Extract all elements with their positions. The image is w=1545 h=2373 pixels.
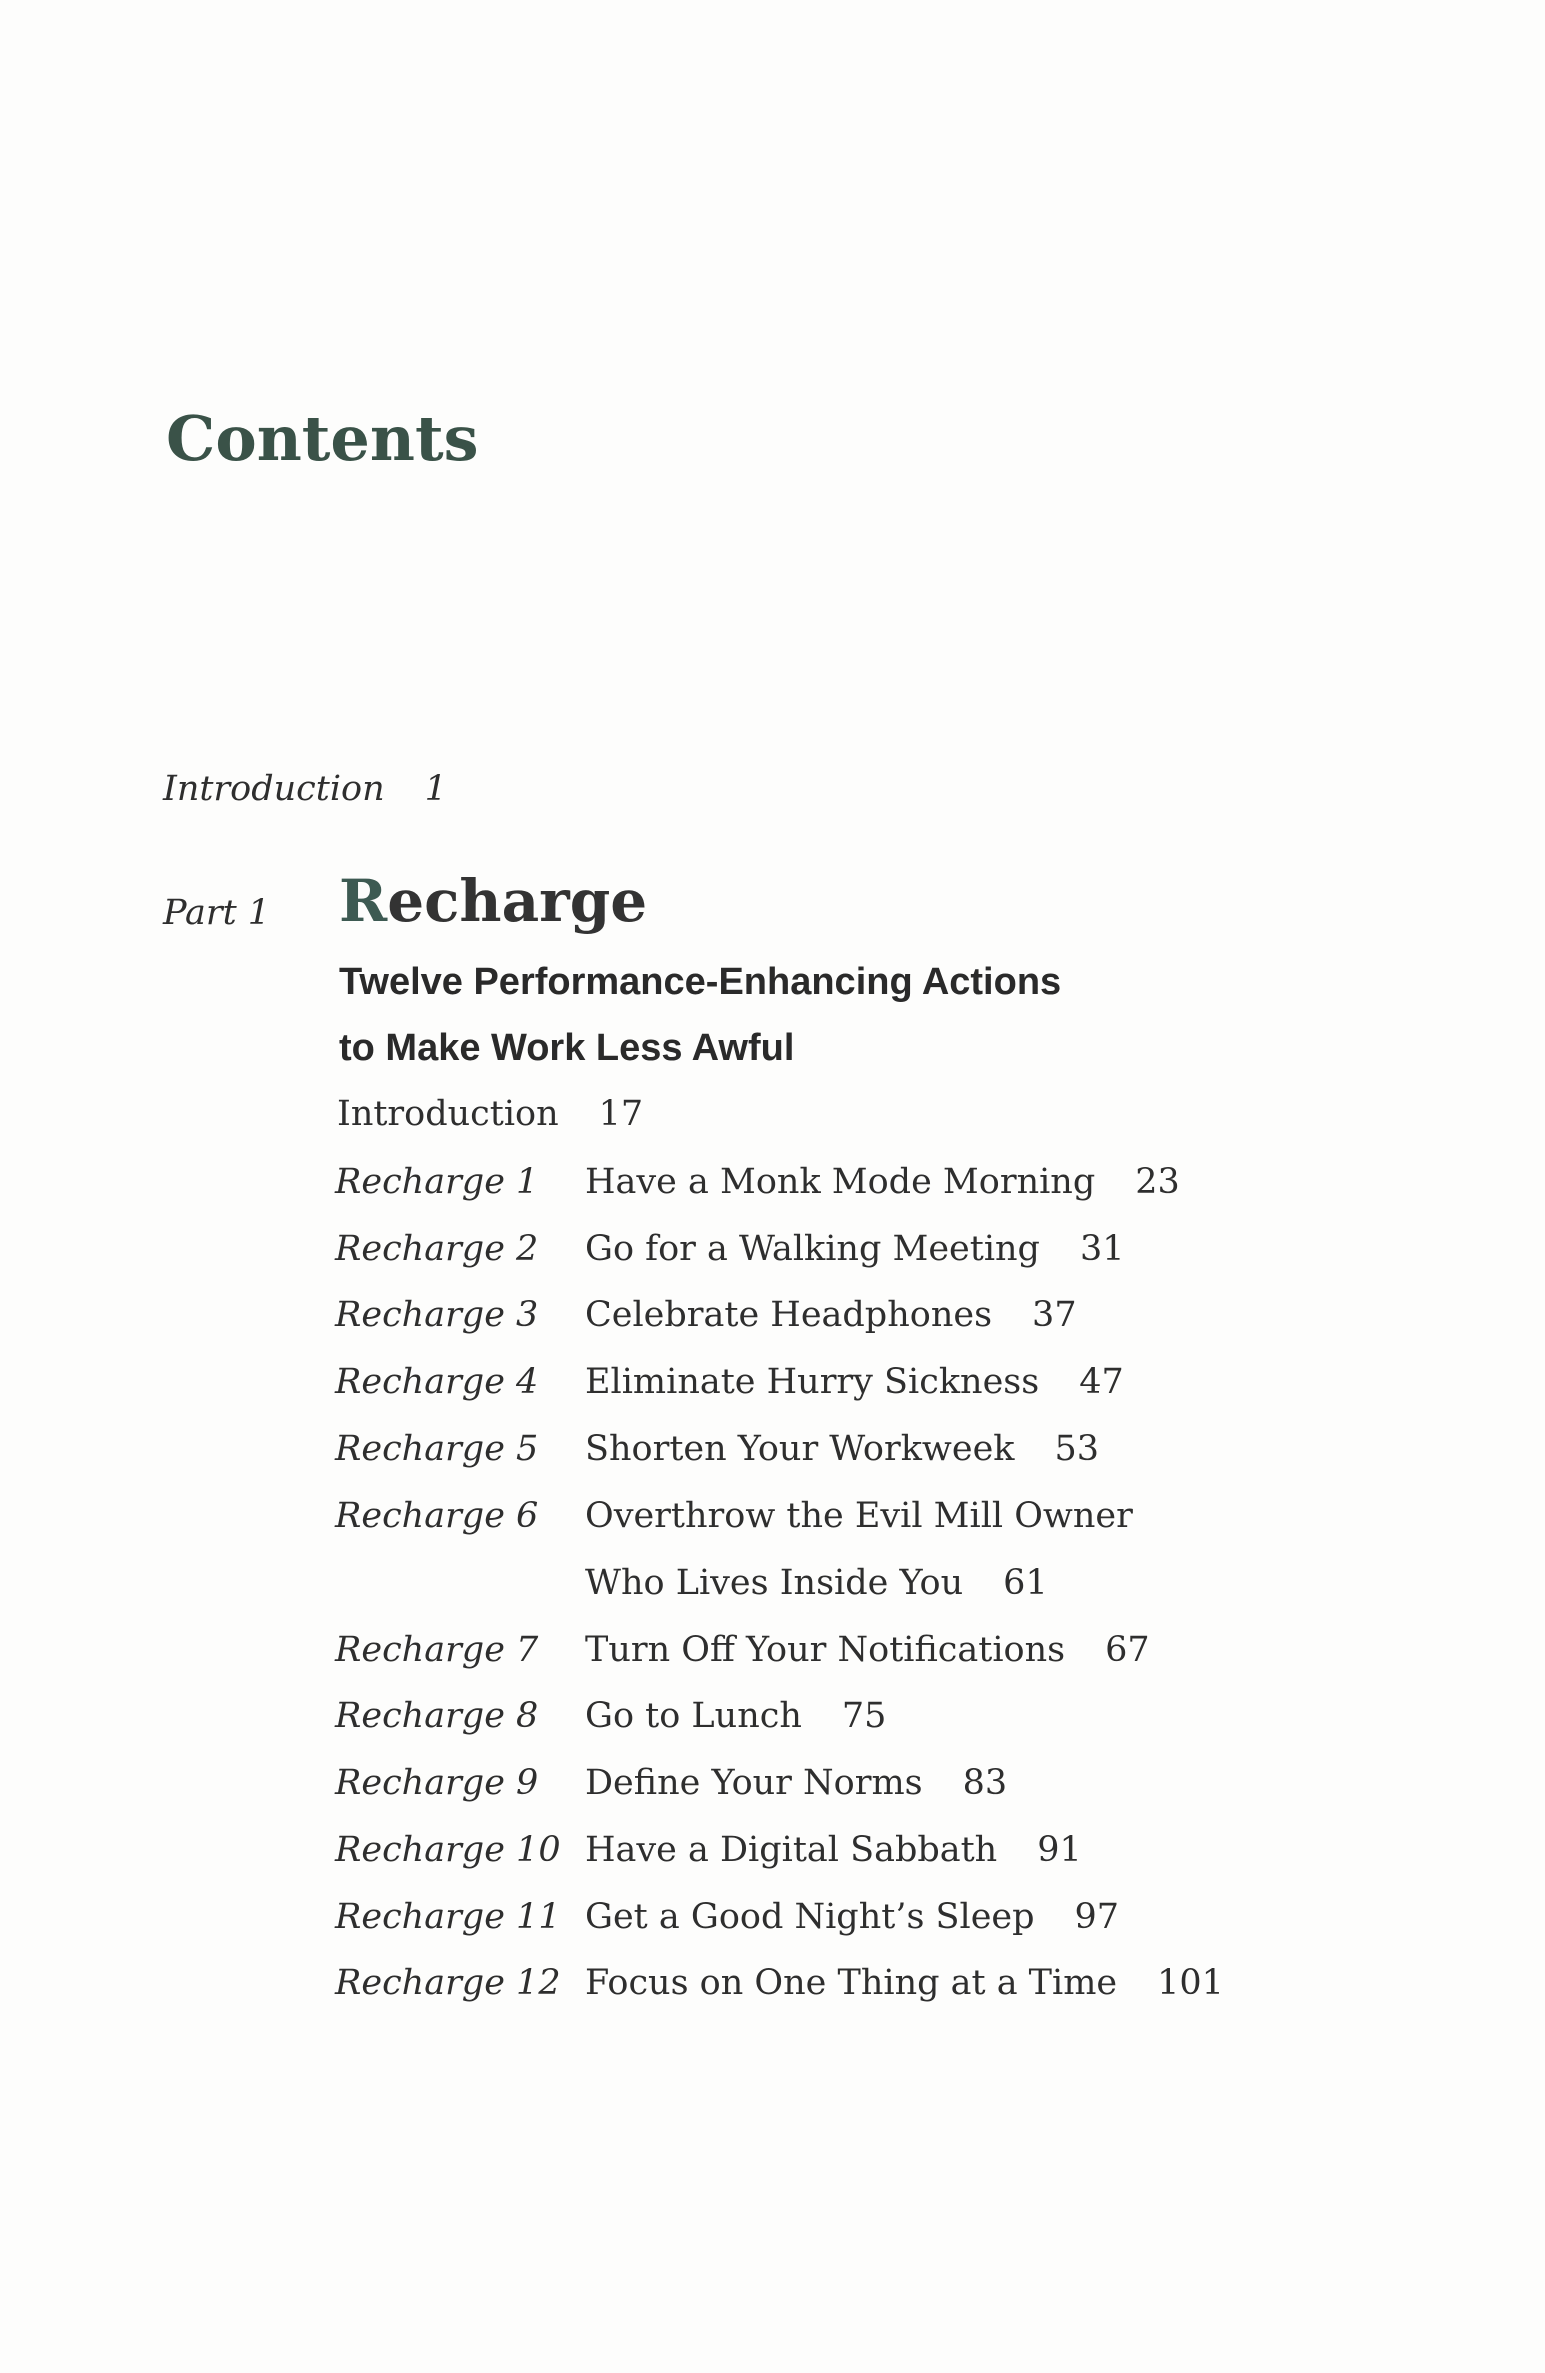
entry-page: 17 [598, 1094, 644, 1134]
chapter-title-line [585, 1563, 1048, 1603]
entry-page: 1 [424, 769, 447, 809]
chapter-title: Focus on One Thing at a Time [585, 1963, 1118, 2003]
chapter-title-line [585, 1162, 1180, 1202]
chapter-title: Turn Off Your Notifications [585, 1630, 1066, 1670]
chapter-page: 75 [841, 1696, 887, 1736]
chapter-title-line [585, 1897, 1120, 1937]
part-label: Part 1 [163, 893, 271, 933]
chapter-title: Go to Lunch [585, 1696, 802, 1736]
chapter-label: Recharge 7 [335, 1630, 539, 1670]
chapter-label: Recharge 1 [335, 1162, 539, 1202]
chapter-title-line [585, 1830, 1082, 1870]
chapter-page: 61 [1003, 1563, 1048, 1603]
chapter-label: Recharge 5 [335, 1429, 539, 1469]
chapter-title: Have a Monk Mode Morning [585, 1162, 1096, 1202]
chapter-title: Go for a Walking Meeting [585, 1229, 1040, 1269]
chapter-title-line [585, 1963, 1224, 2003]
part-subtitle-line1: Twelve Performance-Enhancing Actions [339, 961, 1062, 1003]
chapter-title-line [585, 1763, 1008, 1803]
chapter-title: Eliminate Hurry Sickness [585, 1362, 1040, 1402]
chapter-page: 101 [1157, 1963, 1224, 2003]
chapter-title-line [585, 1362, 1124, 1402]
chapter-title-line [585, 1496, 1133, 1536]
entry-label: Introduction [337, 1094, 559, 1134]
part-title-rest: echarge [387, 867, 648, 935]
chapter-label: Recharge 8 [335, 1696, 539, 1736]
toc-entry-introduction[interactable] [163, 769, 447, 809]
chapter-page: 97 [1074, 1897, 1120, 1937]
chapter-title-continued: Who Lives Inside You [585, 1563, 964, 1603]
chapter-label: Recharge 11 [335, 1897, 561, 1937]
chapter-title-line [585, 1229, 1125, 1269]
part-subtitle-line2: to Make Work Less Awful [339, 1027, 795, 1069]
chapter-page: 53 [1054, 1429, 1100, 1469]
chapter-label: Recharge 2 [335, 1229, 539, 1269]
part-title [339, 867, 648, 935]
chapter-title-line [585, 1696, 887, 1736]
chapter-label: Recharge 10 [335, 1830, 561, 1870]
chapter-page: 83 [962, 1763, 1008, 1803]
chapter-label: Recharge 6 [335, 1496, 539, 1536]
chapter-title-line [585, 1630, 1150, 1670]
chapter-label: Recharge 3 [335, 1295, 539, 1335]
entry-label: Introduction [163, 769, 385, 809]
chapter-page: 47 [1079, 1362, 1124, 1402]
chapter-title-line [585, 1429, 1100, 1469]
chapter-title-line [585, 1295, 1077, 1335]
part-title-initial: R [339, 867, 388, 935]
chapter-page: 67 [1105, 1630, 1150, 1670]
chapter-title: Overthrow the Evil Mill Owner [585, 1496, 1133, 1536]
page-title: Contents [166, 402, 479, 475]
chapter-page: 37 [1032, 1295, 1077, 1335]
chapter-title: Define Your Norms [585, 1763, 923, 1803]
chapter-title: Get a Good Night’s Sleep [585, 1897, 1035, 1937]
chapter-label: Recharge 9 [335, 1763, 539, 1803]
chapter-label: Recharge 4 [335, 1362, 539, 1402]
chapter-title: Have a Digital Sabbath [585, 1830, 998, 1870]
toc-entry-part-introduction[interactable] [337, 1094, 644, 1134]
chapter-label: Recharge 12 [335, 1963, 561, 2003]
chapter-title: Shorten Your Workweek [585, 1429, 1015, 1469]
chapter-page: 31 [1079, 1229, 1125, 1269]
chapter-title: Celebrate Headphones [585, 1295, 993, 1335]
chapter-page: 23 [1135, 1162, 1180, 1202]
chapter-page: 91 [1037, 1830, 1082, 1870]
